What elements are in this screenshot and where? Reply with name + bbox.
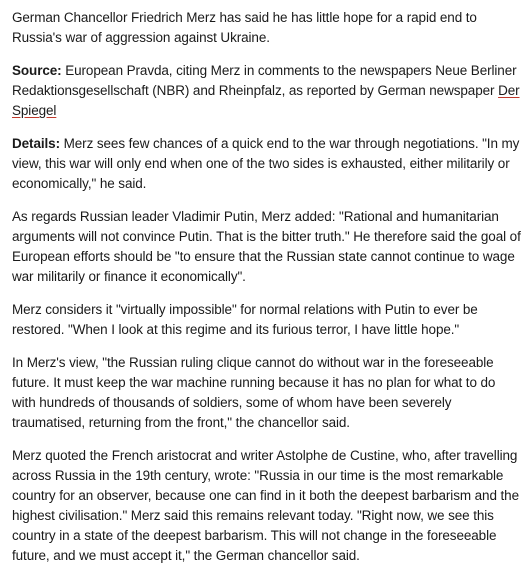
paragraph-text: European Pravda, citing Merz in comments to the newspapers Neue Berliner Redaktionsgesellschaft (NBR) and Rheinpfalz, as reported by German newspaper <box>12 63 517 98</box>
paragraph-text: Merz sees few chances of a quick end to the war through negotiations. "In my view, this war will only end when one of the two sides is exhausted, either militarily or economically," he said. <box>12 136 520 191</box>
paragraph-text: Merz quoted the French aristocrat and writer Astolphe de Custine, who, after travelling across Russia in the 19th century, wrote: "Russia in our time is the most remarkable country for an observer, because one can find in it both the deepest barbarism and the highest civilisation." Merz said this remains relevant today. "Right now, we see this country in a state of the deepest barbarism. This will not change in the foreseeable future, and we must accept it," the German chancellor said. <box>12 448 519 563</box>
paragraph-text: Merz considers it "virtually impossible" for normal relations with Putin to ever be restored. "When I look at this regime and its furious terror, I have little hope." <box>12 302 478 337</box>
details-label: Details: <box>12 136 60 151</box>
paragraph-relations <box>12 300 522 340</box>
paragraph-details <box>12 134 522 194</box>
paragraph-text: As regards Russian leader Vladimir Putin, Merz added: "Rational and humanitarian arguments will not convince Putin. That is the bitter truth." He therefore said the goal of European efforts should be "to ensure that the Russian state cannot continue to wage war militarily or finance it economically". <box>12 209 521 284</box>
source-label: Source: <box>12 63 62 78</box>
paragraph-text: In Merz's view, "the Russian ruling clique cannot do without war in the foreseeable future. It must keep the war machine running because it has no plan for what to do with hundreds of thousands of soldiers, some of whom have been severely traumatised, returning from the front," the chancellor said. <box>12 355 496 430</box>
paragraph-source <box>12 61 522 121</box>
paragraph-lead <box>12 8 522 48</box>
der-spiegel-link[interactable]: Der Spiegel <box>12 83 520 118</box>
paragraph-text: German Chancellor Friedrich Merz has said he has little hope for a rapid end to Russia's war of aggression against Ukraine. <box>12 10 477 45</box>
paragraph-putin <box>12 207 522 287</box>
paragraph-custine <box>12 446 522 566</box>
paragraph-ruling-clique <box>12 353 522 433</box>
